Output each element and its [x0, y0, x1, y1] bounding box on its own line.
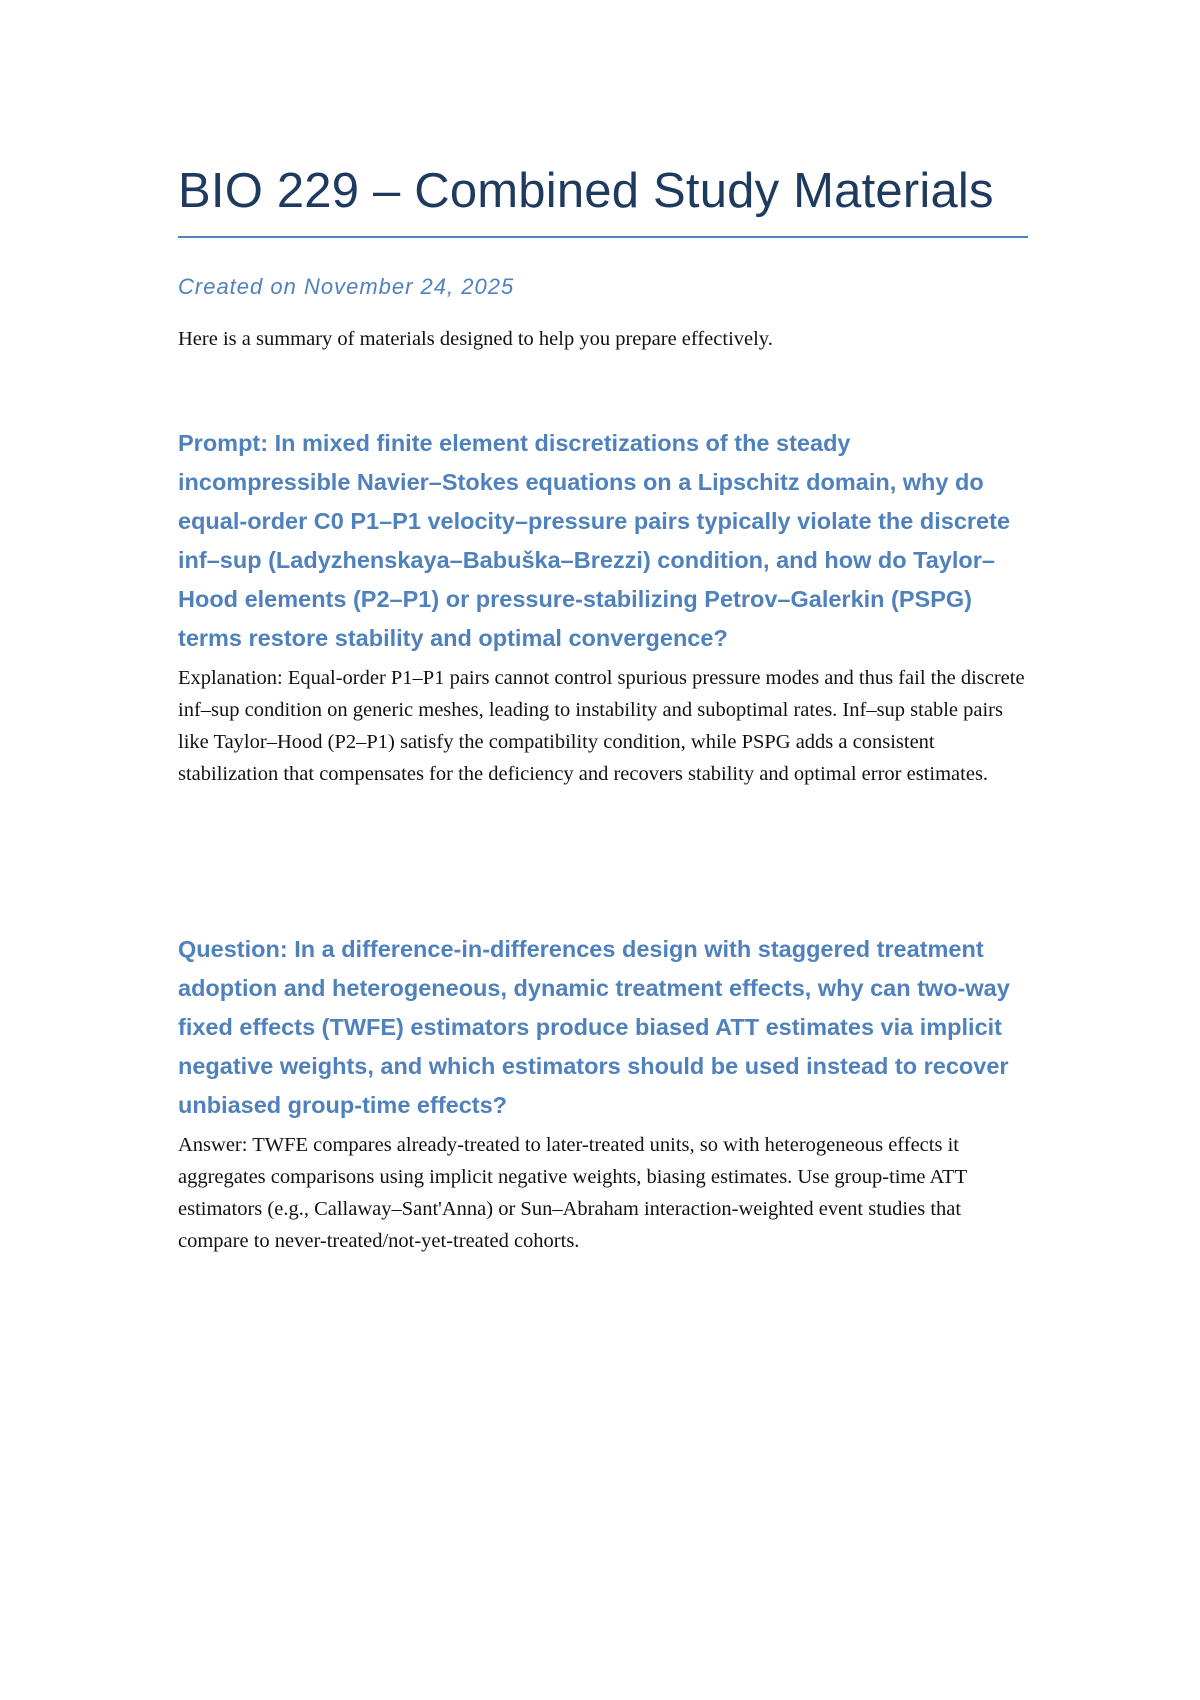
qa-item-prompt: [178, 424, 1028, 790]
qa-item-question: [178, 930, 1028, 1257]
qa-heading: Prompt: In mixed finite element discretizations of the steady incompressible Navier–Stokes equations on a Lipschitz domain, why do equal-order C0 P1–P1 velocity–pressure pairs typically violate the discrete inf–sup (Ladyzhenskaya–Babuška–Brezzi) condition, and how do Taylor–Hood elements (P2–P1) or pressure-stabilizing Petrov–Galerkin (PSPG) terms restore stability and optimal convergence?: [178, 430, 1011, 651]
created-date: Created on November 24, 2025: [178, 274, 515, 299]
document-content: [178, 160, 1028, 1257]
qa-explanation: Explanation: Equal-order P1–P1 pairs cannot control spurious pressure modes and thus fail the discrete inf–sup condition on generic meshes, leading to instability and suboptimal rates. Inf–sup stable pairs like Taylor–Hood (P2–P1) satisfy the compatibility condition, while PSPG adds a consistent stabilization that compensates for the deficiency and recovers stability and optimal error estimates.: [178, 667, 1025, 785]
title-underline: [178, 236, 1028, 238]
document-title: BIO 229 – Combined Study Materials: [178, 164, 994, 218]
qa-heading: Question: In a difference-in-differences design with staggered treatment adoption and heterogeneous, dynamic treatment effects, why can two-way fixed effects (TWFE) estimators produce biased ATT estimates via implicit negative weights, and which estimators should be used instead to recover unbiased group-time effects?: [178, 936, 1010, 1118]
intro-text: Here is a summary of materials designed to help you prepare effectively.: [178, 328, 773, 350]
qa-answer: Answer: TWFE compares already-treated to later-treated units, so with heterogeneous effects it aggregates comparisons using implicit negative weights, biasing estimates. Use group-time ATT estimators (e.g., Callaway–Sant'Anna) or Sun–Abraham interaction-weighted event studies that compare to never-treated/not-yet-treated cohorts.: [178, 1134, 967, 1252]
